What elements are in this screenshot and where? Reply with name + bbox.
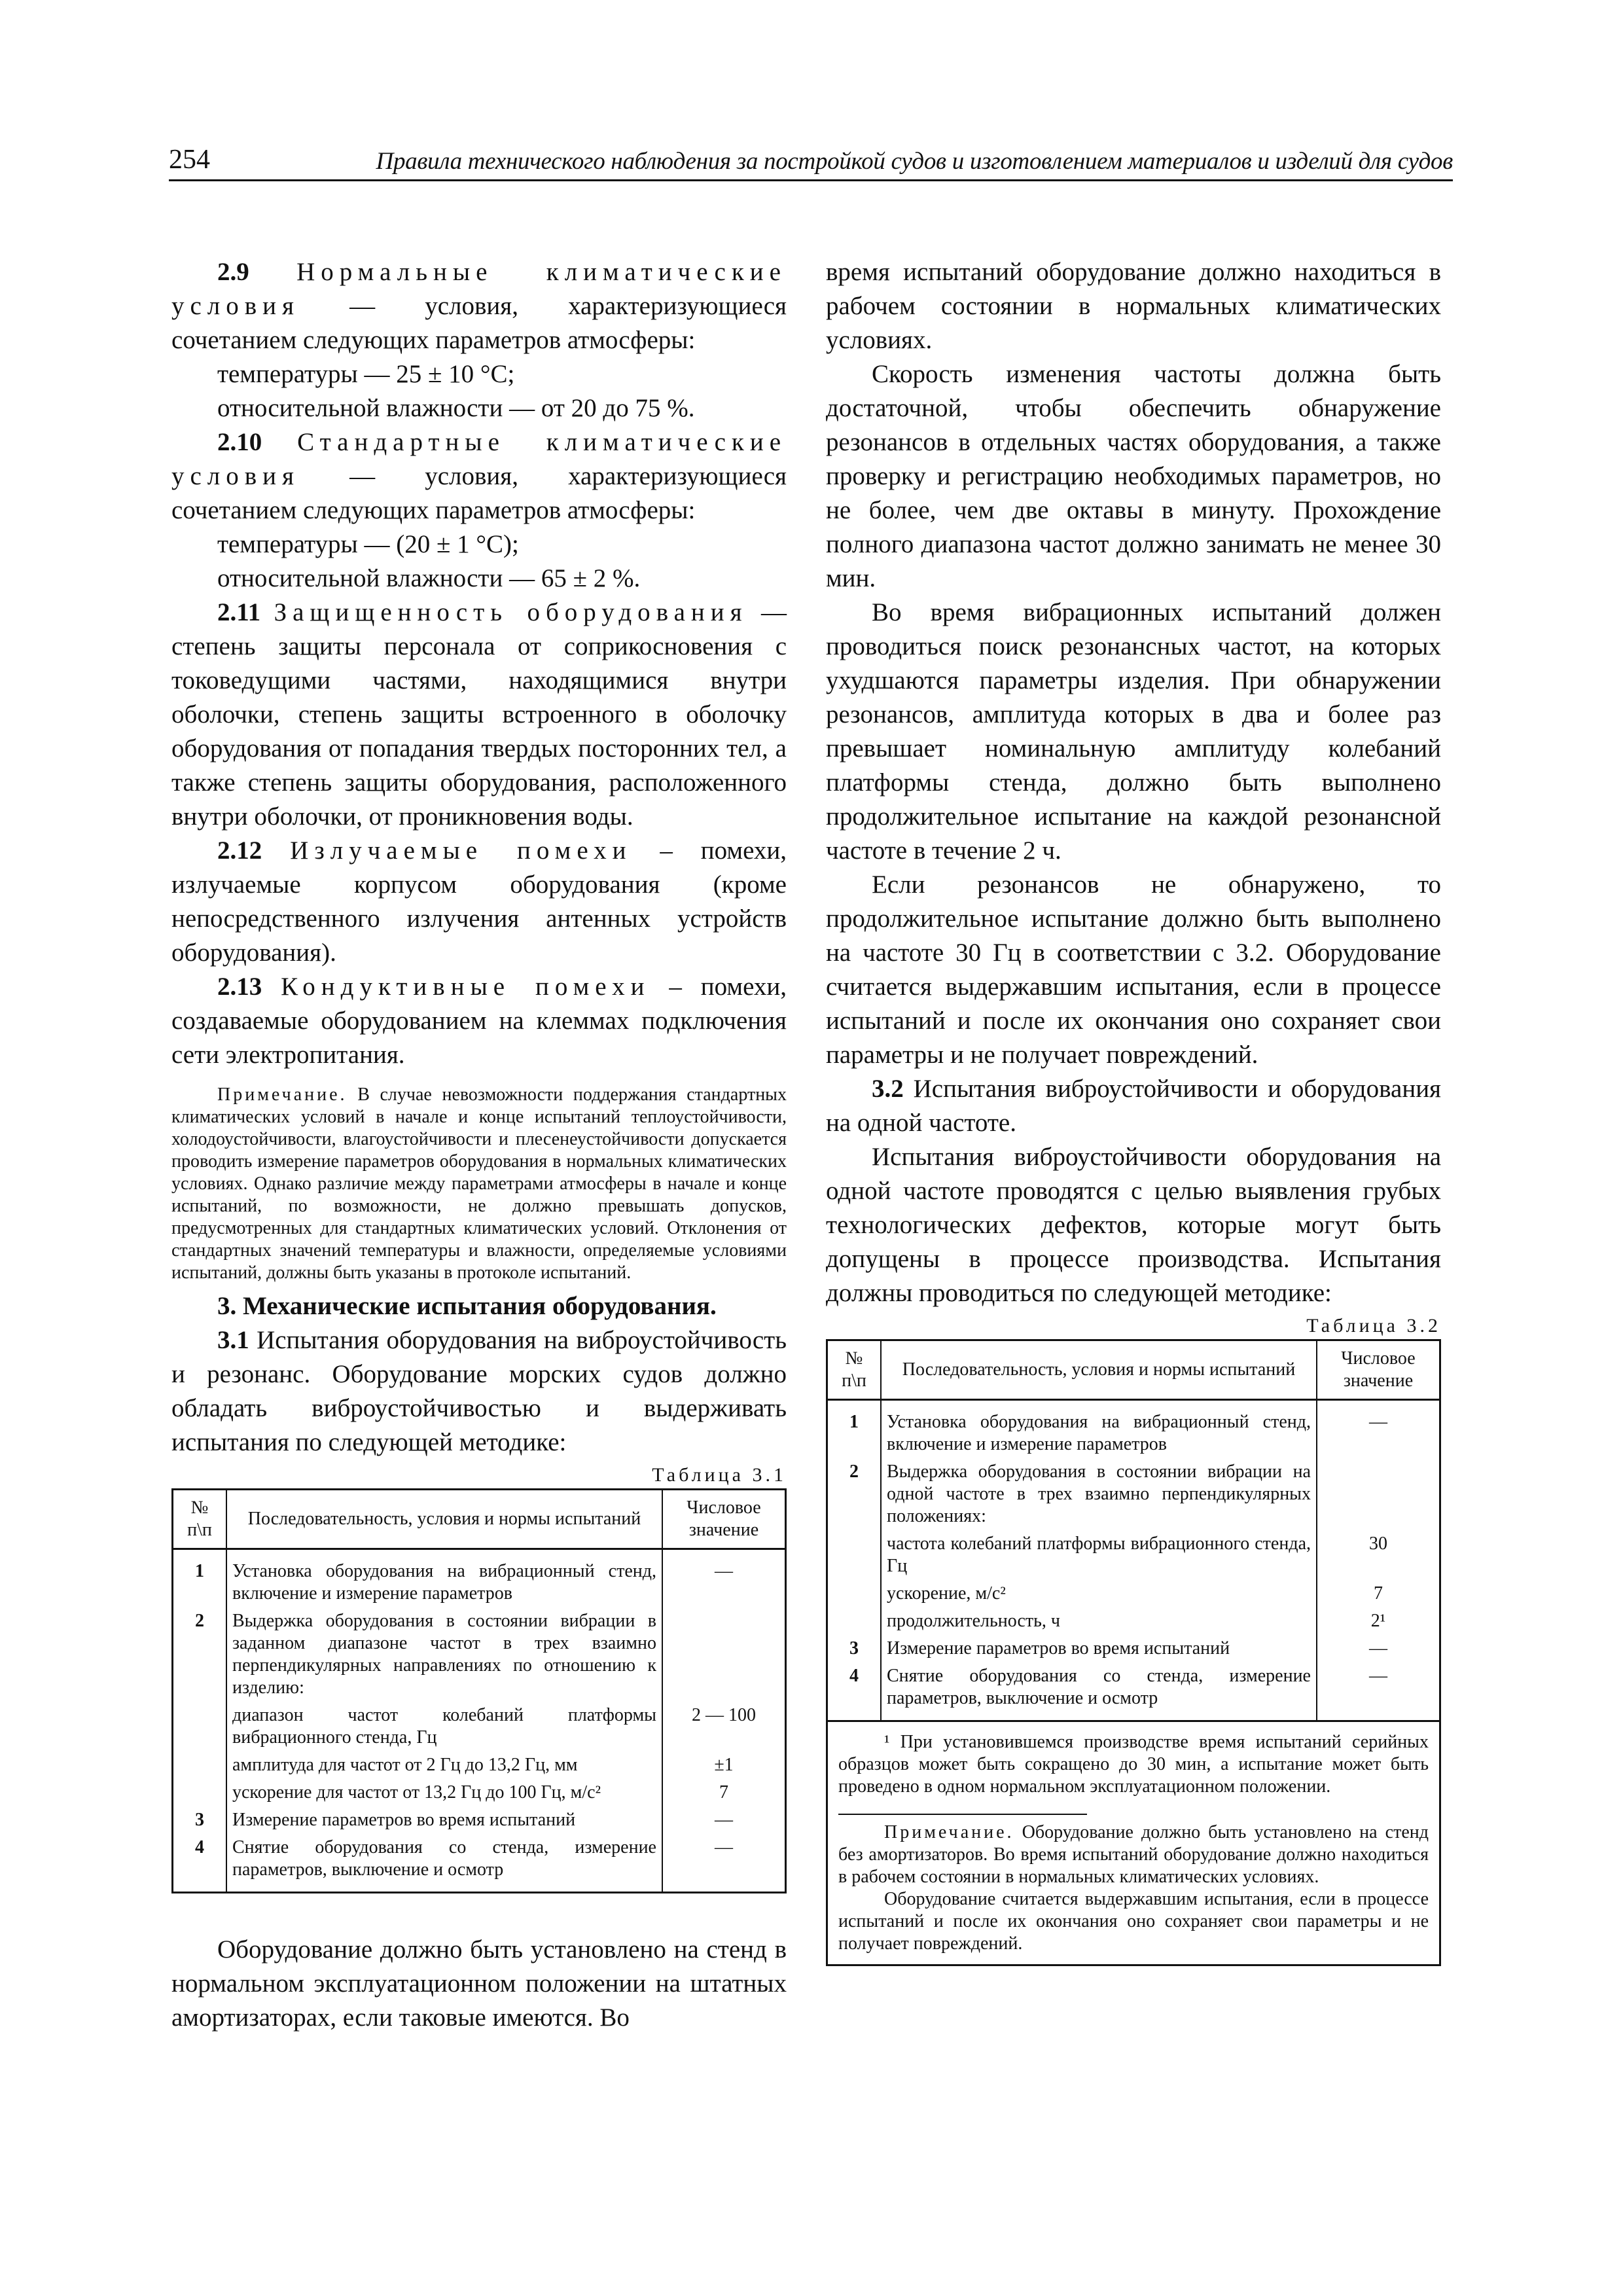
row-value <box>662 1607 786 1702</box>
row-text: продолжительность, ч <box>881 1607 1317 1635</box>
section-text: Испытания оборудования на виброустойчивость и резонанс. Оборудование морских судов должно обладать виброустойчивостью и выдерживать испытания по следующей методике: <box>171 1326 787 1456</box>
section-number: 3.1 <box>217 1326 249 1354</box>
row-number <box>173 1702 227 1751</box>
table-row <box>827 1400 1440 1459</box>
row-text: Установка оборудования на вибрационный стенд, включение и измерение параметров <box>881 1400 1317 1459</box>
row-value: — <box>1369 1638 1387 1659</box>
row-number <box>827 1530 882 1580</box>
row-value: 30 <box>1369 1534 1387 1554</box>
param-line: относительной влажности — 65 ± 2 %. <box>217 564 641 592</box>
section-number: 2.10 <box>217 428 262 456</box>
term: Защищенность оборудования <box>274 598 748 626</box>
row-text: амплитуда для частот от 2 Гц до 13,2 Гц, мм <box>226 1751 662 1779</box>
section-3-title <box>171 1289 787 1323</box>
row-number: 4 <box>827 1662 882 1721</box>
paragraph: Скорость изменения частоты должна быть достаточной, чтобы обеспечить обнаружение резонансов в отдельных частях оборудования, а также проверку и регистрацию необходимых параметров, но не более, чем две октавы в минуту. Прохождение полного диапазона частот должно занимать не менее 30 мин. <box>826 360 1441 592</box>
param-line: температуры — (20 ± 1 °С); <box>217 530 519 558</box>
column-header: Последовательность, условия и нормы испытаний <box>226 1490 662 1549</box>
section-3-2 <box>826 1072 1441 1140</box>
row-number: 4 <box>173 1834 227 1893</box>
table-row <box>827 1635 1440 1662</box>
row-text: ускорение, м/с² <box>881 1580 1317 1607</box>
table-row <box>173 1607 786 1702</box>
section-text: Испытания виброустойчивости и оборудования на одной частоте. <box>826 1075 1441 1137</box>
row-value: ±1 <box>714 1755 734 1775</box>
row-text: Измерение параметров во время испытаний <box>226 1806 662 1834</box>
page-number: 254 <box>169 145 210 175</box>
table-row <box>173 1549 786 1608</box>
row-value <box>1317 1458 1440 1530</box>
row-value: — <box>1369 1666 1387 1686</box>
note-text: Оборудование считается выдержавшим испытания, если в процессе испытаний и после их окончания оно сохраняет свои параметры и не получает повреждений. <box>838 1889 1429 1954</box>
section-2-11 <box>171 596 787 834</box>
row-text: ускорение для частот от 13,2 Гц до 100 Гц, м/с² <box>226 1779 662 1806</box>
table-row <box>827 1458 1440 1530</box>
section-3-1 <box>171 1323 787 1460</box>
table-row <box>827 1662 1440 1721</box>
term: Нормальные климатические условия <box>171 258 787 320</box>
row-value: — <box>715 1837 733 1857</box>
row-text: Выдержка оборудования в состоянии вибрации в заданном диапазоне частот в трех взаимно перпендикулярных направлениях по отношению к изделию: <box>226 1607 662 1702</box>
bottom-paragraph: Оборудование должно быть установлено на стенд в нормальном эксплуатационном положении на штатных амортизаторах, если таковые имеются. Во <box>171 1935 787 2032</box>
section-title: 3. Механические испытания оборудования. <box>217 1292 717 1320</box>
section-2-9 <box>171 255 787 357</box>
row-number: 2 <box>173 1607 227 1702</box>
definition: — условия, характеризующиеся сочетанием следующих параметров атмосферы: <box>171 292 787 354</box>
page-header <box>169 139 1453 181</box>
paragraph: Если резонансов не обнаружено, то продолжительное испытание должно быть выполнено на частоте 30 Гц в соответствии с 3.2. Оборудование считается выдержавшим испытания, если в процессе испытаний и после их окончания оно сохраняет свои параметры и не получает повреждений. <box>826 870 1441 1069</box>
row-value: 2 — 100 <box>692 1705 756 1725</box>
table-caption: Таблица 3.2 <box>1306 1315 1441 1336</box>
paragraph: время испытаний оборудование должно находиться в рабочем состоянии в нормальных климатических условиях. <box>826 258 1441 354</box>
paragraph: Во время вибрационных испытаний должен проводиться поиск резонансных частот, на которых ухудшаются параметры изделия. При обнаружении резонансов, амплитуда которых в два и более раз превышает номинальную амплитуду колебаний платформы стенда, должно быть выполнено продолжительное испытание на каждой резонансной частоте в течение 2 ч. <box>826 598 1441 865</box>
section-2-10 <box>171 425 787 528</box>
table-3-1 <box>171 1488 787 1893</box>
term: Стандартные климатические условия <box>171 428 787 490</box>
term: Излучаемые помехи <box>290 836 632 865</box>
table-row <box>827 1530 1440 1580</box>
row-number <box>827 1580 882 1607</box>
section-number: 2.9 <box>217 258 249 286</box>
row-number <box>827 1607 882 1635</box>
section-2-12 <box>171 834 787 970</box>
definition: — условия, характеризующиеся сочетанием следующих параметров атмосферы: <box>171 462 787 524</box>
term: Кондуктивные помехи <box>281 973 651 1001</box>
column-header: Числовое значение <box>662 1490 786 1549</box>
definition: – помехи, излучаемые корпусом оборудования (кроме непосредственного излучения антенных устройств оборудования). <box>171 836 787 967</box>
right-column <box>826 255 1441 1966</box>
row-text: частота колебаний платформы вибрационного стенда, Гц <box>881 1530 1317 1580</box>
table-3-2-notes <box>826 1722 1441 1966</box>
row-number: 1 <box>827 1400 882 1459</box>
definition: – помехи, создаваемые оборудованием на клеммах подключения сети электропитания. <box>171 973 787 1069</box>
row-value: 2¹ <box>1370 1611 1386 1631</box>
row-number: 2 <box>827 1458 882 1530</box>
param-line: температуры — 25 ± 10 °С; <box>217 360 515 388</box>
section-2-13 <box>171 970 787 1072</box>
definition: — степень защиты персонала от соприкосновения с токоведущими частями, находящимися внутри оболочки, степень защиты встроенного в оболочку оборудования от попадания твердых посторонних тел, а также степень защиты оборудования, расположенного внутри оболочки, от проникновения воды. <box>171 598 787 831</box>
section-number: 2.11 <box>217 598 261 626</box>
table-row <box>173 1702 786 1751</box>
param-line: относительной влажности — от 20 до 75 %. <box>217 394 695 422</box>
table-row <box>827 1607 1440 1635</box>
column-header: № п\п <box>173 1490 227 1549</box>
row-number: 3 <box>173 1806 227 1834</box>
row-value: — <box>715 1810 733 1830</box>
note-text: В случае невозможности поддержания стандартных климатических условий в начале и конце испытаний теплоустойчивости, холодоустойчивости, влагоустойчивости и плесенеустойчивости допускается проводить измерение параметров оборудования в нормальных климатических условиях. Однако различие между параметрами атмосферы в начале и конце испытаний, по возможности, не должно превышать допусков, предусмотренных для стандартных климатических условий. Отклонения от стандартных значений температуры и влажности, определяемые условиями испытаний, должны быть указаны в протоколе испытаний. <box>171 1085 787 1283</box>
divider <box>838 1814 1087 1815</box>
section-number: 3.2 <box>872 1075 904 1103</box>
table-caption: Таблица 3.1 <box>652 1464 787 1486</box>
running-title: Правила технического наблюдения за постройкой судов и изготовлением материалов и изделий для судов <box>376 148 1453 175</box>
column-header: № п\п <box>827 1340 882 1400</box>
left-column <box>171 255 787 2035</box>
row-value: 7 <box>1374 1583 1383 1604</box>
section-number: 2.13 <box>217 973 262 1001</box>
row-number <box>173 1779 227 1806</box>
note <box>171 1084 787 1284</box>
note-label: Примечание. <box>217 1085 348 1105</box>
table-row <box>827 1580 1440 1607</box>
row-text: Установка оборудования на вибрационный стенд, включение и измерение параметров <box>226 1549 662 1608</box>
row-value: — <box>1369 1412 1387 1432</box>
table-row <box>173 1779 786 1806</box>
table-row <box>173 1751 786 1779</box>
row-text: Измерение параметров во время испытаний <box>881 1635 1317 1662</box>
note <box>838 1821 1429 1888</box>
table-3-2 <box>826 1339 1441 1722</box>
row-value: 7 <box>719 1782 728 1803</box>
row-text: Снятие оборудования со стенда, измерение параметров, выключение и осмотр <box>881 1662 1317 1721</box>
row-text: Снятие оборудования со стенда, измерение параметров, выключение и осмотр <box>226 1834 662 1893</box>
row-number: 3 <box>827 1635 882 1662</box>
row-number <box>173 1751 227 1779</box>
paragraph: Испытания виброустойчивости оборудования на одной частоте проводятся с целью выявления грубых технологических дефектов, которые могут быть допущены в процессе производства. Испытания должны проводиться по следующей методике: <box>826 1143 1441 1307</box>
row-text: диапазон частот колебаний платформы вибрационного стенда, Гц <box>226 1702 662 1751</box>
column-header: Числовое значение <box>1317 1340 1440 1400</box>
row-text: Выдержка оборудования в состоянии вибрации на одной частоте в трех взаимно перпендикулярных положениях: <box>881 1458 1317 1530</box>
column-header: Последовательность, условия и нормы испытаний <box>881 1340 1317 1400</box>
section-number: 2.12 <box>217 836 262 865</box>
table-row <box>173 1806 786 1834</box>
row-value: — <box>715 1561 733 1581</box>
row-number: 1 <box>173 1549 227 1608</box>
table-row <box>173 1834 786 1893</box>
note-label: Примечание. <box>884 1822 1014 1842</box>
note-text: Оборудование должно быть установлено на стенд без амортизаторов. Во время испытаний оборудование должно находиться в рабочем состоянии в нормальных климатических условиях. <box>838 1822 1429 1887</box>
footnote: ¹ При установившемся производстве время испытаний серийных образцов может быть сокращено до 30 мин, а испытание может быть проведено в одном нормальном эксплуатационном положении. <box>838 1732 1429 1797</box>
